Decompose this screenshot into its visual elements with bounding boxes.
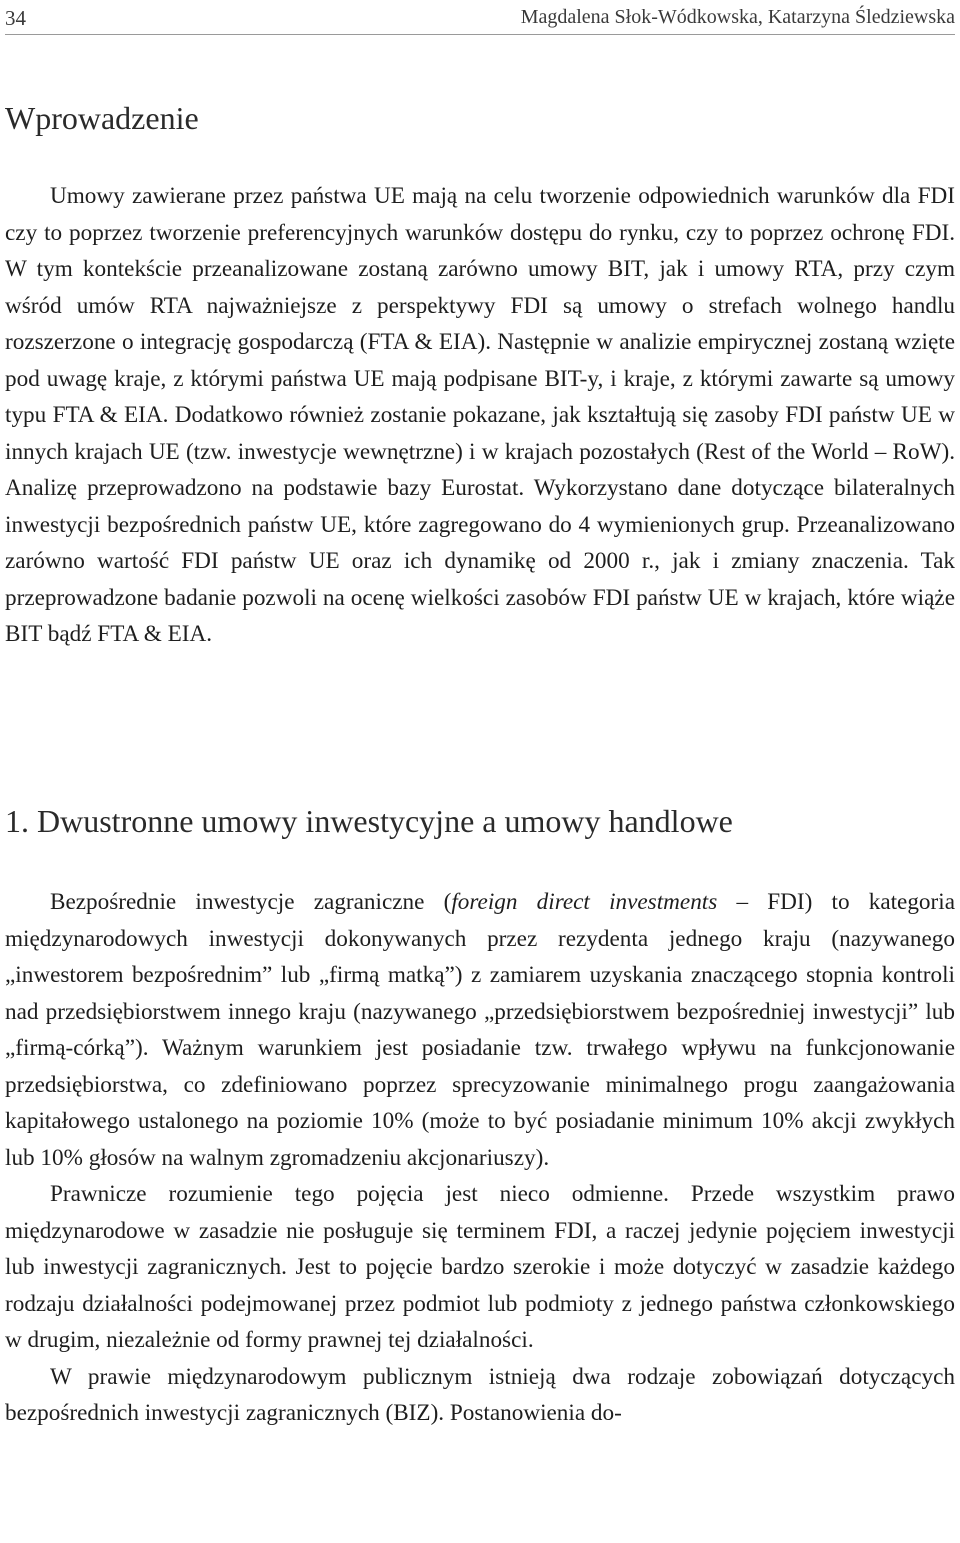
page-number: 34 [5, 6, 26, 30]
section-body [5, 884, 955, 1432]
p1-text-rest: – FDI) to kategoria międzynarodowych inwestycji dokonywanych przez rezydenta jednego kraju (nazywanego „inwestorem bezpośrednim” lub „firmą matką”) z zamiarem uzyskania znaczącego stopnia kontroli nad przedsiębiorstwem innego kraju (nazywanego „przedsiębiorstwem bezpośredniej inwestycji” lub „firmą-córką”). Ważnym warunkiem jest posiadanie tzw. trwałego wpływu na funkcjonowanie przedsiębiorstwa, co zdefiniowano poprzez sprecyzowanie minimalnego progu zaangażowania kapitałowego ustalonego na poziomie 10% (może to być posiadanie minimum 10% akcji zwykłych lub 10% głosów na walnym zgromadzeniu akcjonariuszy). [5, 889, 955, 1171]
p1-italic-term: foreign direct investments [451, 889, 718, 915]
running-head-authors: Magdalena Słok-Wódkowska, Katarzyna Śledziewska [520, 6, 955, 28]
intro-heading: Wprowadzenie [5, 100, 199, 136]
section-paragraph-2: Prawnicze rozumienie tego pojęcia jest nieco odmienne. Przede wszystkim prawo międzynarodowe w zasadzie nie posługuje się terminem FDI, a raczej jedynie pojęciem inwestycji lub inwestycji zagranicznych. Jest to pojęcie bardzo szerokie i może dotyczyć w zasadzie każdego rodzaju działalności podejmowanej przez podmiot lub podmioty z jednego państwa członkowskiego w drugim, niezależnie od formy prawnej tej działalności. [5, 1181, 955, 1353]
section-paragraph-1 [5, 884, 955, 1176]
intro-paragraph: Umowy zawierane przez państwa UE mają na celu tworzenie odpowiednich warunków dla FDI czy to poprzez tworzenie preferencyjnych warunków dostępu do rynku, czy to poprzez ochronę FDI. W tym kontekście przeanalizowane zostaną zarówno umowy BIT, jak i umowy RTA, przy czym wśród umów RTA najważniejsze z perspektywy FDI są umowy o strefach wolnego handlu rozszerzone o integrację gospodarczą (FTA & EIA). Następnie w analizie empirycznej zostaną wzięte pod uwagę kraje, z którymi państwa UE mają podpisane BIT-y, i kraje, z którymi zawarte są umowy typu FTA & EIA. Dodatkowo również zostanie pokazane, jak kształtują się zasoby FDI państw UE w innych krajach UE (tzw. inwestycje wewnętrzne) i w krajach pozostałych (Rest of the World – RoW). Analizę przeprowadzono na podstawie bazy Eurostat. Wykorzystano dane dotyczące bilateralnych inwestycji bezpośrednich państw UE, które zagregowano do 4 wymienionych grup. Przeanalizowano zarówno wartość FDI państw UE oraz ich dynamikę od 2000 r., jak i zmiany znaczenia. Tak przeprowadzone badanie pozwoli na ocenę wielkości zasobów FDI państw UE w krajach, które wiąże BIT bądź FTA & EIA. [5, 183, 955, 647]
section-heading: 1. Dwustronne umowy inwestycyjne a umowy handlowe [5, 803, 733, 839]
intro-body [5, 178, 955, 653]
page-header [5, 6, 955, 35]
section-paragraph-3: W prawie międzynarodowym publicznym istnieją dwa rodzaje zobowiązań dotyczących bezpośrednich inwestycji zagranicznych (BIZ). Postanowienia do- [5, 1363, 955, 1426]
p1-text-start: Bezpośrednie inwestycje zagraniczne ( [50, 889, 452, 915]
